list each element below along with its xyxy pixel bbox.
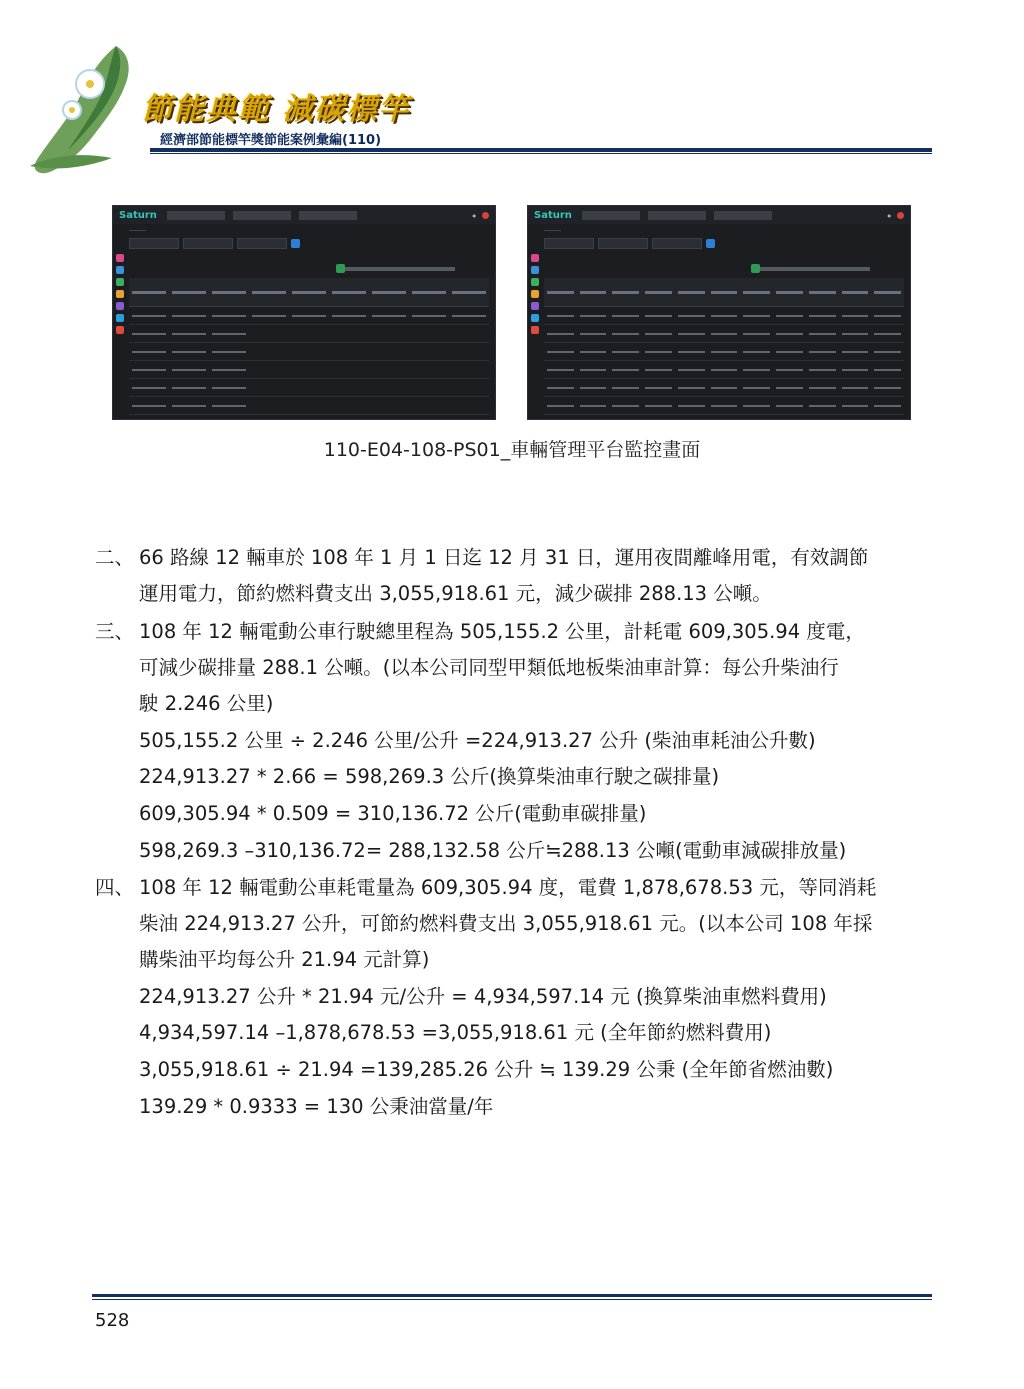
excel-icon [336,264,345,273]
grid-row [129,325,489,343]
nav-tab [714,211,772,220]
grid-row [544,307,904,325]
text-line: 108 年 12 輛電動公車行駛總里程為 505,155.2 公里，計耗電 609,305.94 度電， [139,620,865,643]
power-icon [482,212,489,219]
text-line: 駛 2.246 公里) [139,692,274,715]
section-2 [95,540,935,612]
footer-rule-thin [92,1299,932,1300]
end-date-filter [652,238,702,249]
platform-screenshot-right [527,205,911,420]
nav-tab [582,211,640,220]
pagination [345,267,455,271]
breadcrumb: ─────── [544,228,561,233]
data-grid [544,278,904,415]
nav-tab [648,211,706,220]
grid-row [129,397,489,415]
text-line: 柴油 224,913.27 公升，可節約燃料費支出 3,055,918.61 元。(以本公司 108 年採 [139,912,873,935]
app-topbar [528,206,910,224]
page-header [0,0,1024,190]
menu-icon [531,314,539,322]
grid-row [544,343,904,361]
section-number: 二、 [95,546,135,569]
app-brand: Saturn [119,209,157,221]
calc-line: 224,913.27 * 2.66 = 598,269.3 公斤(換算柴油車行駛之碳排量) [139,765,720,788]
menu-icon [116,266,124,274]
calc-line: 505,155.2 公里 ÷ 2.246 公里/公升 =224,913.27 公升 (柴油車耗油公升數) [139,729,816,752]
pagination [760,267,870,271]
menu-icon [531,302,539,310]
calc-line: 609,305.94 * 0.509 = 310,136.72 公斤(電動車碳排量) [139,802,647,825]
start-date-filter [183,238,233,249]
grid-row [129,307,489,325]
side-toolbar [116,254,126,338]
footer-rule [92,1294,932,1297]
publication-title: 節能典範 減碳標竿 [142,92,411,127]
user-icon: ● [887,212,891,218]
grid-header [544,278,904,307]
grid-row [129,379,489,397]
nav-tab [233,211,291,220]
header-rule-thin [150,153,932,154]
text-line: 運用電力，節約燃料費支出 3,055,918.61 元，減少碳排 288.13 公噸。 [139,582,772,605]
figure-caption: 110-E04-108-PS01_車輛管理平台監控畫面 [323,439,701,461]
grid-row [544,361,904,379]
section-3 [95,614,935,870]
menu-icon [116,254,124,262]
start-date-filter [598,238,648,249]
menu-icon [531,266,539,274]
menu-icon [116,302,124,310]
text-line: 108 年 12 輛電動公車耗電量為 609,305.94 度，電費 1,878,678.53 元，等同消耗 [139,876,877,899]
breadcrumb: ─────── [129,228,146,233]
section-4 [95,870,935,1130]
text-line: 66 路線 12 輛車於 108 年 1 月 1 日迄 12 月 31 日，運用夜間離峰用電，有效調節 [139,546,869,569]
section-number: 四、 [95,876,135,899]
menu-icon [531,290,539,298]
grid-row [129,361,489,379]
page-number: 528 [95,1310,130,1331]
search-icon [706,239,715,248]
grid-header [129,278,489,307]
grid-row [544,379,904,397]
grid-row [129,343,489,361]
menu-icon [531,278,539,286]
end-date-filter [237,238,287,249]
search-icon [291,239,300,248]
vehicle-filter [129,238,179,249]
text-line: 購柴油平均每公升 21.94 元計算) [139,948,430,971]
calc-line: 598,269.3 –310,136.72= 288,132.58 公斤≒288.13 公噸(電動車減碳排放量) [139,839,847,862]
data-grid [129,278,489,415]
menu-icon [116,326,124,334]
text-line: 可減少碳排量 288.1 公噸。(以本公司同型甲類低地板柴油車計算：每公升柴油行 [139,656,839,679]
side-toolbar [531,254,541,338]
menu-icon [116,314,124,322]
calc-line: 3,055,918.61 ÷ 21.94 =139,285.26 公升 ≒ 139.29 公秉 (全年節省燃油數) [139,1058,834,1081]
calc-line: 224,913.27 公升 * 21.94 元/公升 = 4,934,597.14 元 (換算柴油車燃料費用) [139,985,827,1008]
taiwan-leaf-logo-icon [20,40,160,180]
app-topbar [113,206,495,224]
menu-icon [531,254,539,262]
filter-bar [129,238,495,249]
grid-row [544,397,904,415]
header-rule [150,148,932,152]
filter-bar [544,238,910,249]
menu-icon [116,278,124,286]
nav-tab [299,211,357,220]
power-icon [897,212,904,219]
calc-line: 4,934,597.14 –1,878,678.53 =3,055,918.61 元 (全年節約燃料費用) [139,1021,772,1044]
section-number: 三、 [95,620,135,643]
publication-subtitle: 經濟部節能標竿獎節能案例彙編(110) [160,133,382,148]
user-icon: ● [472,212,476,218]
menu-icon [531,326,539,334]
menu-icon [116,290,124,298]
nav-tab [167,211,225,220]
calc-line: 139.29 * 0.9333 = 130 公秉油當量/年 [139,1095,494,1118]
vehicle-filter [544,238,594,249]
grid-row [544,325,904,343]
app-brand: Saturn [534,209,572,221]
excel-icon [751,264,760,273]
platform-screenshot-left [112,205,496,420]
